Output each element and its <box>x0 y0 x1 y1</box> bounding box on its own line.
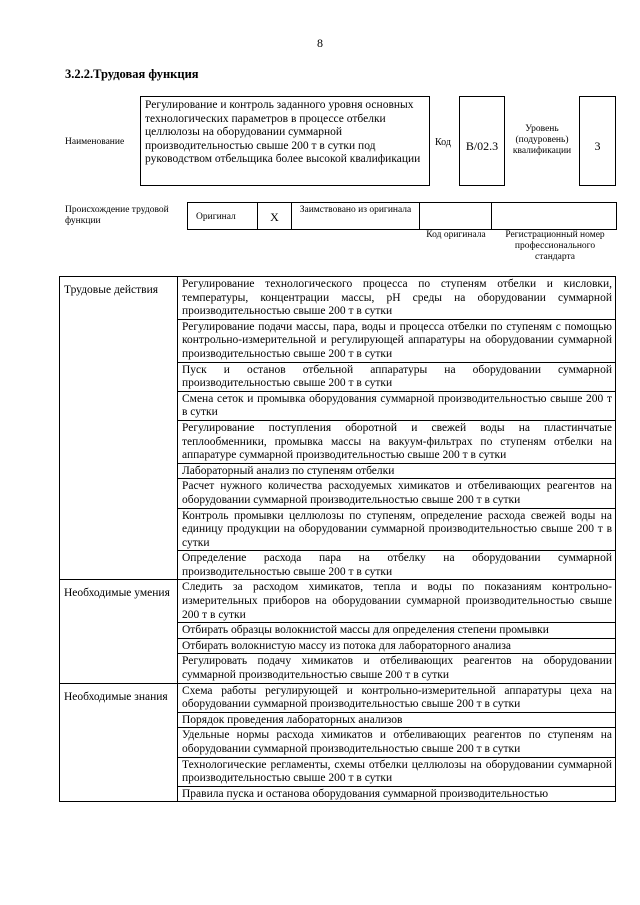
level-label: Уровень (подуровень) квалификации <box>512 124 572 156</box>
table-row <box>60 580 616 623</box>
registration-number-caption: Регистрационный номер профессионального стандарта <box>505 230 605 262</box>
code-label: Код <box>435 137 451 148</box>
original-mark: X <box>258 203 292 229</box>
table-cell: Контроль промывки целлюлозы по ступеням, определение расхода свежей воды на единицу продукции на оборудовании суммарной производительностью свыше 200 т в сутки <box>178 508 616 551</box>
table-cell: Лабораторный анализ по ступеням отбелки <box>178 463 616 479</box>
section-title-knowledge: Необходимые знания <box>60 683 178 802</box>
table-cell: Смена сеток и промывка оборудования суммарной производительностью свыше 200 т в сутки <box>178 391 616 420</box>
section-title-skills: Необходимые умения <box>60 580 178 683</box>
original-code-caption: Код оригинала <box>426 230 486 240</box>
table-row <box>60 277 616 320</box>
table-cell: Схема работы регулирующей и контрольно-измерительной аппаратуры цеха на оборудовании суммарной производительностью свыше 200 т в сутки <box>178 683 616 712</box>
table-cell: Определение расхода пара на отбелку на оборудовании суммарной производительностью свыше 200 т в сутки <box>178 551 616 580</box>
table-cell: Порядок проведения лабораторных анализов <box>178 712 616 728</box>
table-cell: Отбирать образцы волокнистой массы для определения степени промывки <box>178 623 616 639</box>
table-row <box>60 683 616 712</box>
table-cell: Отбирать волокнистую массу из потока для лабораторного анализа <box>178 638 616 654</box>
table-cell: Правила пуска и останова оборудования суммарной производительностью <box>178 786 616 802</box>
table-cell: Технологические регламенты, схемы отбелки целлюлозы на оборудовании суммарной производительностью свыше 200 т в сутки <box>178 757 616 786</box>
borrowed-label: Заимствовано из оригинала <box>292 203 420 229</box>
table-cell: Удельные нормы расхода химикатов и отбеливающих реагентов по ступеням на оборудовании суммарной производительностью свыше 200 т в сутки <box>178 728 616 757</box>
table-cell: Регулирование подачи массы, пара, воды и процесса отбелки по ступеням с помощью контрольно-измерительной и регулирующей аппаратуры на оборудовании суммарной производительностью свыше 200 т в сутки <box>178 319 616 362</box>
function-details-table <box>59 276 616 802</box>
name-label: Наименование <box>65 137 125 147</box>
code-value: B/02.3 <box>459 96 505 186</box>
table-cell: Расчет нужного количества расходуемых химикатов и отбеливающих реагентов на оборудовании суммарной производительностью свыше 200 т в сутки <box>178 479 616 508</box>
table-cell: Следить за расходом химикатов, тепла и воды по показаниям контрольно-измерительных приборов на оборудовании суммарной производительностью свыше 200 т в сутки <box>178 580 616 623</box>
page-number: 8 <box>317 36 323 50</box>
original-label: Оригинал <box>188 203 258 229</box>
section-title-actions: Трудовые действия <box>60 277 178 580</box>
origin-label: Происхождение трудовой функции <box>65 205 169 226</box>
original-code-cell <box>420 203 492 229</box>
origin-box <box>187 202 617 230</box>
table-cell: Регулирование технологического процесса по ступеням отбелки и кисловки, температуры, концентрации массы, pH среды на оборудовании суммарной производительностью свыше 200 т в сутки <box>178 277 616 320</box>
function-name-value: Регулирование и контроль заданного уровня основных технологических параметров в процессе отбелки целлюлозы на оборудовании суммарной производительностью свыше 200 т в сутки под руководством отбельщика более высокой квалификации <box>140 96 430 186</box>
table-cell: Пуск и останов отбельной аппаратуры на оборудовании суммарной производительностью свыше 200 т в сутки <box>178 362 616 391</box>
section-title: 3.2.2.Трудовая функция <box>65 67 199 81</box>
table-cell: Регулировать подачу химикатов и отбеливающих реагентов на оборудовании суммарной производительностью свыше 200 т в сутки <box>178 654 616 683</box>
table-cell: Регулирование поступления оборотной и свежей воды на пластинчатые теплообменники, промывка массы на вакуум-фильтрах по ступеням отбелки на аппаратуре суммарной производительностью свыше 200 т в сутки <box>178 420 616 463</box>
level-value: 3 <box>579 96 616 186</box>
